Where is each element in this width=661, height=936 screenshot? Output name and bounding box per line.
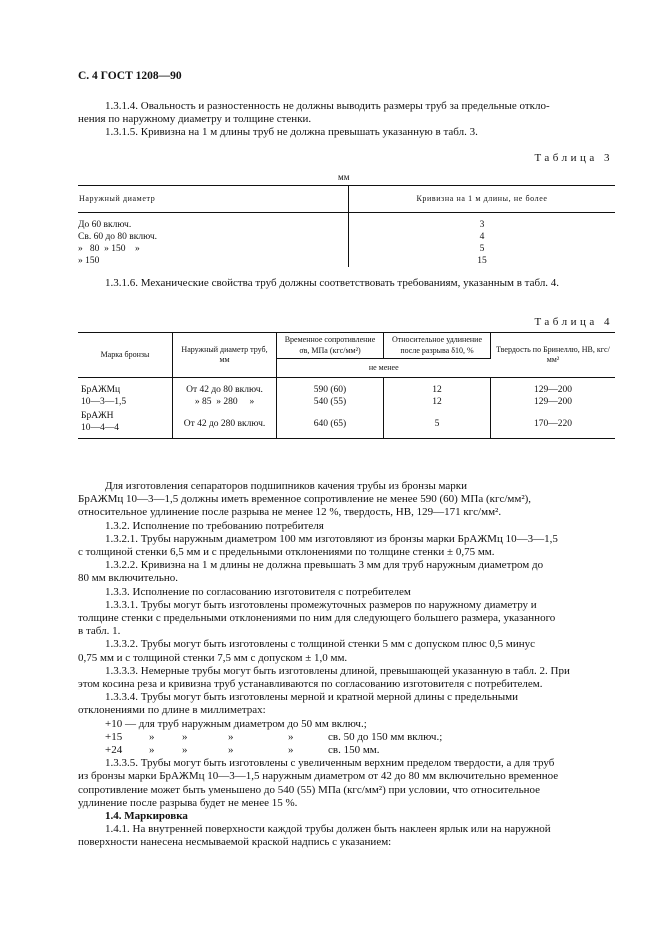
- ditto-mark: »: [228, 730, 234, 743]
- grade-composition: 10—3—1,5: [81, 397, 127, 407]
- text-line: толщине стенки с предельными отклонениями по ним для следующего большего размера, указанного: [78, 612, 556, 625]
- diameter-range: От 42 до 80 включ.: [186, 385, 263, 395]
- table3-cell-curvature: 3: [479, 220, 485, 230]
- text-line: БрАЖМц 10—3—1,5 должны иметь временное сопротивление не менее 590 (60) МПа (кгс/мм²),: [78, 493, 532, 506]
- tolerance-line: +10 — для труб наружным диаметром до 50 мм включ.;: [105, 717, 367, 730]
- table3-unit: мм: [338, 172, 350, 182]
- section-1-3-2-heading: 1.3.2. Исполнение по требованию потребителя: [105, 519, 324, 532]
- table4-header-grade: Марка бронзы: [78, 333, 173, 378]
- tolerance-line: [78, 731, 615, 744]
- text-line: 1.3.3.3. Немерные трубы могут быть изготовлены длиной, превышающей указанную в табл. 2. При: [105, 664, 570, 677]
- text-line: 1.3.3.4. Трубы могут быть изготовлены мерной и кратной мерной длины с предельными: [105, 691, 519, 704]
- text-line: удлинение после разрыва будет не менее 15 %.: [78, 796, 298, 809]
- text-line: с толщиной стенки 6,5 мм и с предельными отклонениями по толщине стенки ± 0,75 мм.: [78, 546, 495, 559]
- table4-cell-hardness: 170—220: [491, 409, 616, 439]
- table3-cell-curvature: 15: [477, 256, 487, 266]
- text-line: 1.3.3.2. Трубы могут быть изготовлены с толщиной стенки 5 мм с допуском плюс 0,5 минус: [105, 638, 536, 651]
- table4-header-elongation: Относительное удлинение после разрыва δ10, %: [384, 333, 491, 359]
- table4-caption: Таблица 4: [534, 316, 613, 328]
- text-line: 1.4.1. На внутренней поверхности каждой трубы должен быть наклеен ярлык или на наружной: [105, 823, 551, 836]
- table4-header-notless: не менее: [277, 359, 491, 378]
- elongation-value: 12: [432, 397, 442, 407]
- table4-cell-grade: [78, 409, 173, 439]
- tolerance-range: св. 150 мм.: [328, 744, 380, 757]
- table3-cell-curvature: 4: [479, 232, 485, 242]
- elongation-value: 12: [432, 385, 442, 395]
- strength-value: 540 (55): [313, 397, 347, 407]
- table3-cell-diameter: » 150: [78, 255, 349, 267]
- section-1-3-3-heading: 1.3.3. Исполнение по согласованию изготовителя с потребителем: [105, 585, 411, 598]
- table3-caption: Таблица 3: [534, 152, 613, 164]
- text-line: 1.3.2.1. Трубы наружным диаметром 100 мм изготовляют из бронзы марки БрАЖМц 10—3—1,5: [105, 532, 558, 545]
- text-line: 1.3.2.2. Кривизна на 1 м длины не должна превышать 3 мм для труб наружным диаметром до: [105, 559, 544, 572]
- grade-composition: 10—4—4: [81, 423, 119, 433]
- text-line: сопротивление может быть уменьшено до 540 (55) МПа (кгс/мм²) при условии, что относительное: [78, 783, 540, 796]
- table3-cell-diameter: До 60 включ.: [78, 213, 349, 232]
- section-1-4-heading: 1.4. Маркировка: [105, 810, 188, 823]
- text-line: из бронзы марки БрАЖМц 10—3—1,5 наружным диаметром от 42 до 80 мм включительно временное: [78, 770, 559, 783]
- ditto-mark: »: [182, 730, 188, 743]
- strength-value: 590 (60): [313, 385, 347, 395]
- tolerance-range: св. 50 до 150 мм включ.;: [328, 730, 443, 743]
- paragraph-1314-line2: нения по наружному диаметру и толщине стенки.: [78, 113, 312, 126]
- paragraph-1316: [78, 277, 615, 290]
- paragraph-1315: 1.3.1.5. Кривизна на 1 м длины труб не должна превышать указанную в табл. 3.: [105, 126, 478, 139]
- hardness-value: 129—200: [534, 385, 572, 395]
- text-line: в табл. 1.: [78, 625, 121, 638]
- table4-cell-elongation: 5: [384, 409, 491, 439]
- tolerance-line: [78, 744, 615, 757]
- ditto-mark: »: [228, 744, 234, 757]
- text-line: 1.3.3.5. Трубы могут быть изготовлены с увеличенным верхним пределом твердости, а для труб: [105, 757, 555, 770]
- text-line: этом косина реза и кривизна труб устанавливаются по согласованию изготовителя с потребителем.: [78, 678, 543, 691]
- table3-header-diameter: Наружный диаметр: [78, 186, 349, 213]
- ditto-mark: »: [149, 730, 155, 743]
- tolerance-value: +15: [105, 730, 123, 743]
- top-paragraphs: [78, 100, 615, 140]
- grade-name: БрАЖМц: [81, 385, 121, 395]
- diameter-range: » 85 » 280 »: [194, 397, 255, 407]
- tolerance-value: +24: [105, 744, 123, 757]
- page-header: С. 4 ГОСТ 1208—90: [78, 70, 182, 82]
- paragraph-1316-text: 1.3.1.6. Механические свойства труб должны соответствовать требованиям, указанным в табл. 4.: [105, 277, 560, 289]
- text-line: относительное удлинение после разрыва не менее 12 %, твердость, НВ, 129—171 кгс/мм².: [78, 506, 502, 519]
- text-line: 80 мм включительно.: [78, 572, 178, 585]
- ditto-mark: »: [288, 730, 294, 743]
- table3-cell-diameter: » 80 » 150 »: [78, 243, 349, 255]
- table4-header-strength: Временное сопротивление σв, МПа (кгс/мм²): [277, 333, 384, 359]
- text-line: 0,75 мм и с толщиной стенки 7,5 мм с допуском ± 1,0 мм.: [78, 651, 348, 664]
- table3-cell-diameter: Св. 60 до 80 включ.: [78, 231, 349, 243]
- table4-header-hardness: Твердость по Бринеллю, НВ, кгс/мм²: [491, 333, 616, 378]
- text-line: 1.3.3.1. Трубы могут быть изготовлены промежуточных размеров по наружному диаметру и: [105, 598, 537, 611]
- text-line: Для изготовления сепараторов подшипников качения трубы из бронзы марки: [105, 480, 468, 492]
- table3-header-curvature: Кривизна на 1 м длины, не более: [349, 186, 616, 213]
- grade-name: БрАЖН: [81, 411, 114, 421]
- table4-cell-strength: [277, 378, 384, 410]
- text-line: отклонениями по длине в миллиметрах:: [78, 704, 266, 717]
- table4-header-diameter: Наружный диаметр труб, мм: [173, 333, 277, 378]
- table-3: [78, 185, 615, 267]
- table4-cell-strength: 640 (65): [277, 409, 384, 439]
- ditto-mark: »: [288, 744, 294, 757]
- main-body: [78, 480, 615, 850]
- ditto-mark: »: [182, 744, 188, 757]
- text-line: поверхности нанесена несмываемой краской надпись с указанием:: [78, 836, 392, 849]
- ditto-mark: »: [149, 744, 155, 757]
- hardness-value: 129—200: [534, 397, 572, 407]
- table4-cell-diameter: [173, 378, 277, 410]
- table4-cell-diameter: От 42 до 280 включ.: [173, 409, 277, 439]
- table4-cell-elongation: [384, 378, 491, 410]
- table3-cell-curvature: 5: [479, 244, 485, 254]
- table-4: [78, 332, 615, 439]
- table4-cell-grade: [78, 378, 173, 410]
- table4-cell-hardness: [491, 378, 616, 410]
- paragraph-1314-line1: 1.3.1.4. Овальность и разностенность не должны выводить размеры труб за предельные откло-: [105, 100, 550, 112]
